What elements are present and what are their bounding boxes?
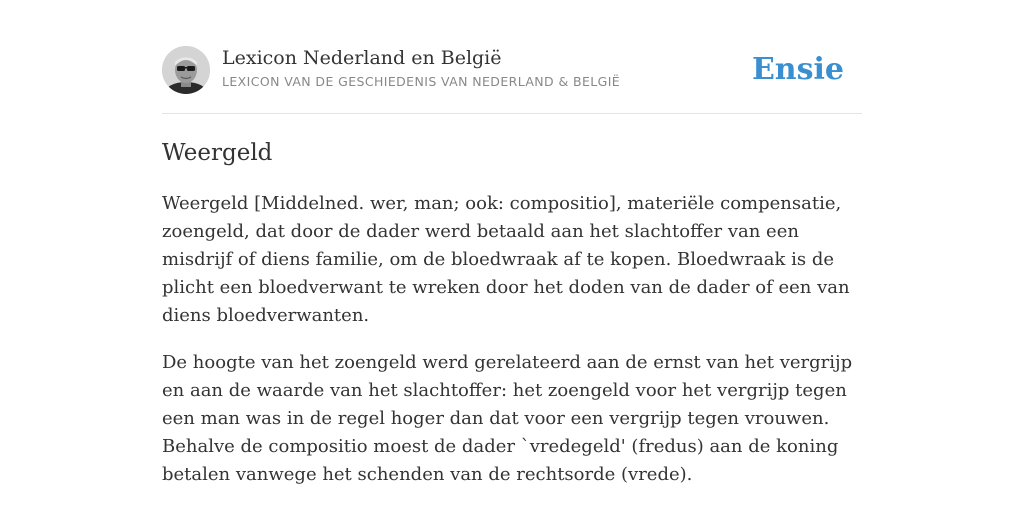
- header-divider: [162, 113, 862, 114]
- author-name[interactable]: Lexicon Nederland en België: [222, 47, 502, 69]
- author-subtitle: LEXICON VAN DE GESCHIEDENIS VAN NEDERLAND & BELGIË: [222, 74, 621, 89]
- entry-header: [162, 46, 862, 96]
- entry-title: Weergeld: [162, 140, 273, 166]
- author-avatar[interactable]: [162, 46, 210, 94]
- entry-paragraph-1: Weergeld [Middelned. wer, man; ook: compositio], materiële compensatie, zoengeld, dat door de dader werd betaald aan het slachtoffer van een misdrijf of diens familie, om de bloedwraak af te kopen. Bloedwraak is de plicht een bloedverwant te wreken door het doden van de dader of een van diens bloedverwanten.: [162, 193, 850, 326]
- ensie-logo-link[interactable]: Ensie: [751, 52, 844, 87]
- entry-paragraph-2: De hoogte van het zoengeld werd gerelateerd aan de ernst van het vergrijp en aan de waarde van het slachtoffer: het zoengeld voor het vergrijp tegen een man was in de regel hoger dan dat voor een vergrijp tegen vrouwen. Behalve de compositio moest de dader `vredegeld' (fredus) aan de koning betalen vanwege het schenden van de rechtsorde (vrede).: [162, 352, 853, 485]
- avatar-portrait-icon: [162, 46, 210, 94]
